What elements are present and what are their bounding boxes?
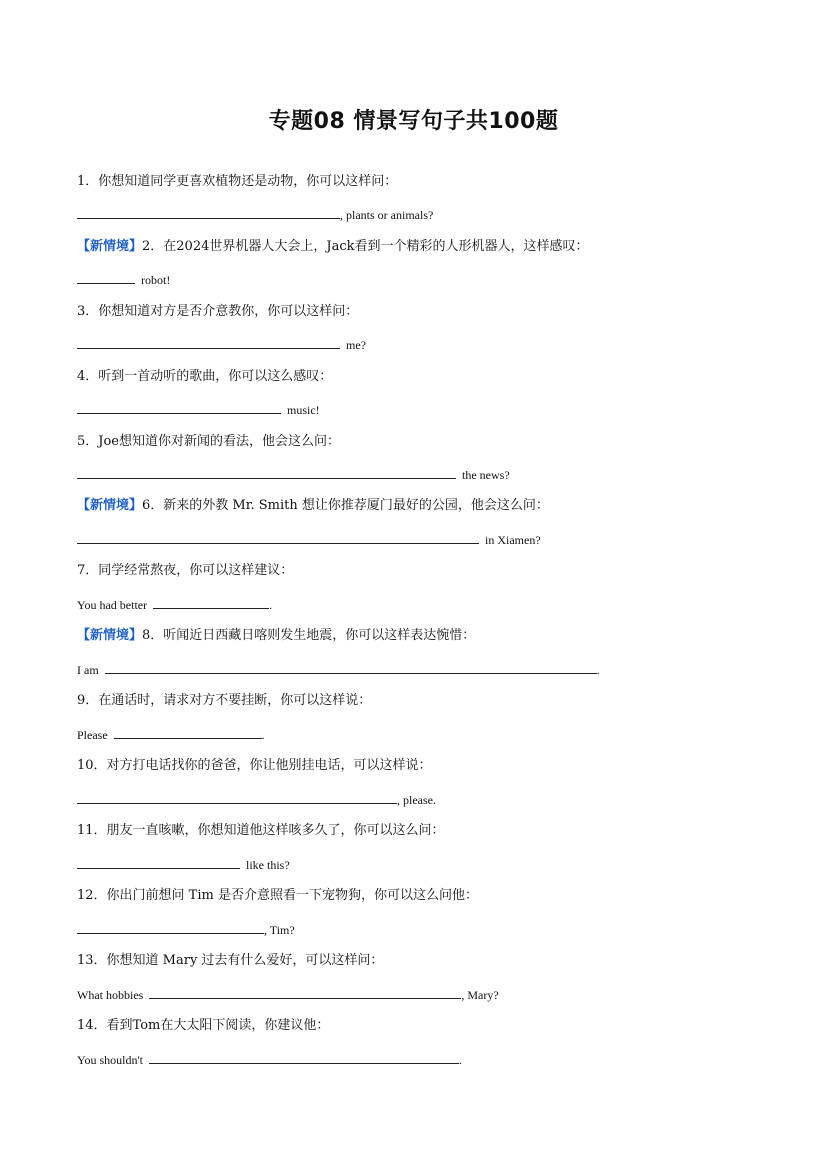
answer-suffix: , Tim? — [264, 923, 295, 937]
question-1-text: 1．你想知道同学更喜欢植物还是动物，你可以这样问： — [77, 174, 398, 189]
answer-blank[interactable] — [77, 855, 240, 869]
question-9-text: 9．在通话时，请求对方不要挂断，你可以这样说： — [77, 693, 372, 708]
answer-prefix: I am — [77, 663, 99, 677]
answer-suffix: music! — [287, 403, 320, 417]
question-12-text: 12．你出门前想问 Tim 是否介意照看一下宠物狗，你可以这么问他： — [77, 888, 478, 903]
answer-line-2 — [77, 270, 170, 289]
answer-blank[interactable] — [77, 790, 397, 804]
question-11-text: 11．朋友一直咳嗽，你想知道他这样咳多久了，你可以这么问： — [77, 823, 445, 838]
answer-suffix: . — [596, 663, 600, 677]
answer-line-4 — [77, 400, 320, 419]
question-4-text: 4．听到一首动听的歌曲，你可以这么感叹： — [77, 369, 333, 384]
question-14 — [77, 1017, 329, 1035]
answer-suffix: . — [261, 728, 265, 742]
question-7 — [77, 562, 293, 580]
answer-blank[interactable] — [77, 530, 479, 544]
answer-line-14 — [77, 1050, 462, 1069]
question-8-text: 8．听闻近日西藏日喀则发生地震，你可以这样表达惋惜： — [142, 628, 476, 643]
answer-suffix: me? — [346, 338, 366, 352]
answer-line-8 — [77, 660, 600, 679]
answer-blank[interactable] — [153, 595, 269, 609]
question-14-text: 14．看到Tom在大太阳下阅读，你建议他： — [77, 1018, 330, 1033]
question-10 — [77, 757, 432, 775]
answer-suffix: robot! — [141, 273, 171, 287]
answer-prefix: What hobbies — [77, 988, 144, 1002]
question-2-text: 2．在2024世界机器人大会上，Jack看到一个精彩的人形机器人，这样感叹： — [142, 239, 589, 254]
answer-blank[interactable] — [105, 660, 597, 674]
question-12 — [77, 887, 478, 905]
answer-prefix: Please — [77, 728, 108, 742]
answer-blank[interactable] — [149, 1050, 459, 1064]
question-2 — [77, 238, 589, 256]
question-8 — [77, 627, 475, 645]
answer-line-13 — [77, 985, 499, 1004]
question-3-text: 3．你想知道对方是否介意教你，你可以这样问： — [77, 304, 359, 319]
question-6-text: 6．新来的外教 Mr. Smith 想让你推荐厦门最好的公园，他会这么问： — [142, 498, 549, 513]
answer-line-9 — [77, 725, 265, 744]
question-13-text: 13．你想知道 Mary 过去有什么爱好，可以这样问： — [77, 953, 384, 968]
answer-blank[interactable] — [77, 335, 340, 349]
answer-suffix: the news? — [462, 468, 510, 482]
answer-line-12 — [77, 920, 295, 939]
question-10-text: 10．对方打电话找你的爸爸，你让他别挂电话，可以这样说： — [77, 758, 432, 773]
answer-blank[interactable] — [77, 400, 281, 414]
answer-line-3 — [77, 335, 366, 354]
answer-suffix: in Xiamen? — [485, 533, 541, 547]
question-7-text: 7．同学经常熬夜，你可以这样建议： — [77, 563, 294, 578]
answer-line-10 — [77, 790, 436, 809]
answer-blank[interactable] — [77, 465, 456, 479]
answer-suffix: like this? — [246, 858, 290, 872]
answer-line-6 — [77, 530, 541, 549]
question-9 — [77, 692, 371, 710]
question-4 — [77, 368, 332, 386]
answer-suffix: , please. — [397, 793, 436, 807]
question-1 — [77, 173, 397, 191]
question-6 — [77, 497, 549, 515]
question-5 — [77, 433, 340, 451]
new-context-tag: 【新情境】 — [77, 239, 143, 254]
answer-suffix: . — [269, 598, 273, 612]
answer-line-11 — [77, 855, 290, 874]
answer-suffix: , plants or animals? — [340, 208, 434, 222]
page-title: 专题08 情景写句子共100题 — [268, 109, 559, 134]
answer-blank[interactable] — [77, 205, 340, 219]
question-13 — [77, 952, 383, 970]
answer-suffix: , Mary? — [461, 988, 499, 1002]
answer-blank[interactable] — [149, 985, 461, 999]
answer-blank[interactable] — [77, 270, 135, 284]
new-context-tag: 【新情境】 — [77, 628, 143, 643]
answer-blank[interactable] — [77, 920, 264, 934]
answer-blank[interactable] — [114, 725, 262, 739]
answer-line-5 — [77, 465, 510, 484]
answer-prefix: You had better — [77, 598, 148, 612]
answer-line-1 — [77, 205, 433, 224]
question-3 — [77, 303, 358, 321]
question-5-text: 5．Joe想知道你对新闻的看法，他会这么问： — [77, 434, 341, 449]
new-context-tag: 【新情境】 — [77, 498, 143, 513]
answer-suffix: . — [458, 1053, 462, 1067]
answer-line-7 — [77, 595, 272, 614]
question-11 — [77, 822, 445, 840]
answer-prefix: You shouldn't — [77, 1053, 143, 1067]
